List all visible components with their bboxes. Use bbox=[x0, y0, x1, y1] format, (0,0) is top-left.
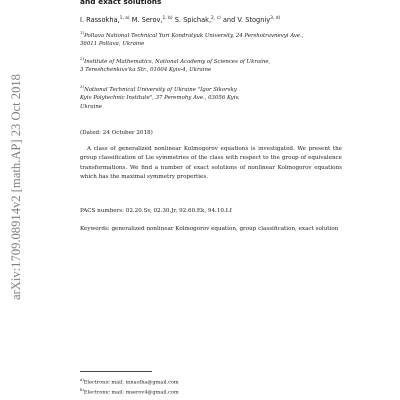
affiliation-2: $^{2)}$Institute of Mathematics, National Academy of Sciences of Ukraine, 3 Tereshchenkivs'ka Str., 01004 Kyiv-4, Ukraine bbox=[80, 56, 271, 74]
paper-title-tail: and exact solutions bbox=[80, 0, 162, 6]
date-line: (Dated: 24 October 2018) bbox=[80, 130, 153, 136]
footnote-a: $^{a)}$Electronic mail: innaolha@gmail.com bbox=[80, 377, 179, 386]
footnote-b: $^{b)}$Electronic mail: mserov4@gmail.com bbox=[80, 387, 179, 396]
footnote-rule bbox=[80, 371, 152, 372]
author-list bbox=[80, 16, 280, 24]
author: and V. Stogniy$^{3, d)}$ bbox=[222, 16, 281, 25]
author: I. Rassokha,$^{1, a)}$ bbox=[80, 16, 130, 25]
author: M. Serov,$^{1, b)}$ bbox=[131, 16, 173, 25]
affiliation-3: $^{3)}$National Technical University of Ukraine "Igor Sikorsky Kyiv Polytechnic Institute", 37 Peremohy Ave., 03056 Kyiv, Ukraine bbox=[80, 84, 240, 110]
abstract: A class of generalized nonlinear Kolmogorov equations is investigated. We present the group classification of Lie symmetries of the class with respect to the group of equivalence transformations. We find a number of exact solutions of nonlinear Kolmogorov equations which has the maximal symmetry properties. bbox=[80, 146, 342, 181]
arxiv-stamp bbox=[6, 28, 26, 304]
arxiv-stamp-text: arXiv:1709.08914v2 [math.AP] 23 Oct 2018 bbox=[9, 74, 23, 300]
affiliation-1: $^{1)}$Poltava National Technical Yuri Kondratyuk University, 24 Pershotravnevyi Ave., 36011 Poltava, Ukraine bbox=[80, 30, 304, 48]
pacs-numbers: PACS numbers: 02.20.Sv, 02.30.Jr, 92.60.Ek, 94.10.Lf bbox=[80, 208, 232, 214]
keywords: Keywords: generalized nonlinear Kolmogorov equation, group classification, exact solution bbox=[80, 226, 339, 232]
author: S. Spichak,$^{2, c)}$ bbox=[174, 16, 221, 25]
